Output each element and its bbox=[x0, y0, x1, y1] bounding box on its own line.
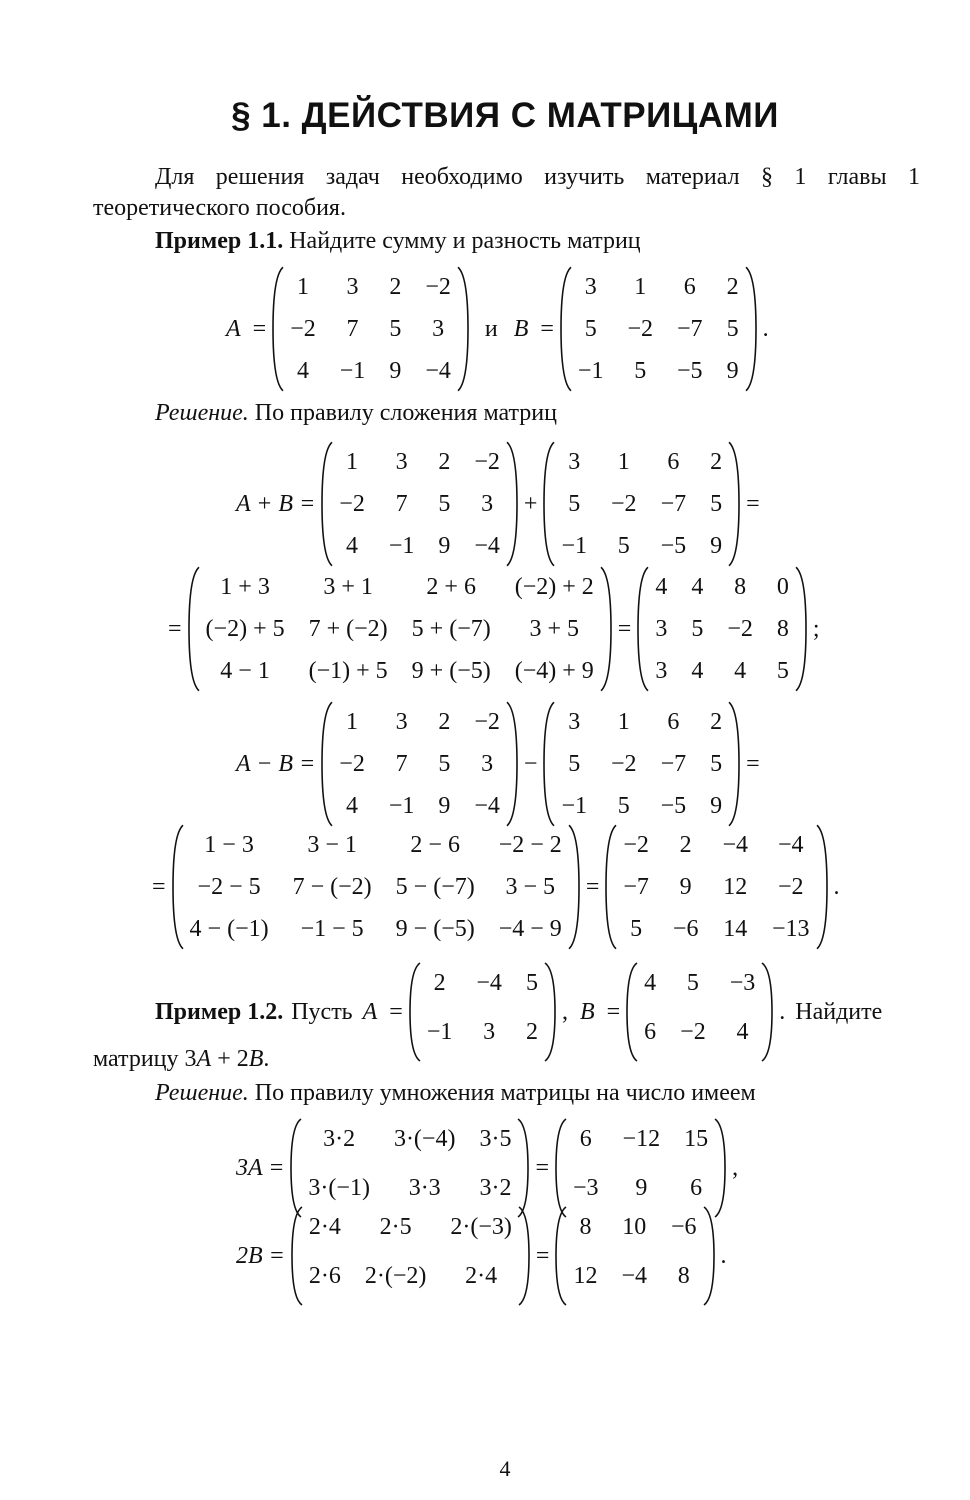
matrix-cell: 2 − 6 bbox=[410, 832, 460, 858]
matrix-cell: 0 bbox=[776, 574, 789, 600]
matrix-cell: 2·5 bbox=[379, 1214, 412, 1240]
equals-sign: = bbox=[168, 615, 182, 642]
intro-line-2: теоретического пособия. bbox=[93, 195, 346, 221]
matrix-cell: −1 − 5 bbox=[300, 916, 364, 942]
matrix-cell: 5 bbox=[438, 491, 451, 517]
period: . bbox=[833, 873, 840, 900]
matrix-cell: −3 bbox=[573, 1175, 599, 1201]
matrix-cell: −4 bbox=[722, 832, 748, 858]
matrix-cell: 2·4 bbox=[308, 1214, 341, 1240]
matrix-cell: 7 bbox=[395, 491, 408, 517]
matrix-cell: 3·(−4) bbox=[393, 1126, 456, 1152]
matrix-cell: 3 bbox=[655, 658, 668, 684]
right-parenthesis bbox=[505, 441, 518, 567]
matrix-cell: 2 bbox=[726, 274, 739, 300]
matrix-cell: 3 bbox=[346, 274, 359, 300]
matrix-cell: 6 bbox=[579, 1126, 592, 1152]
matrix-cell: 4 − 1 bbox=[220, 658, 270, 684]
matrix-cell: 2·(−2) bbox=[364, 1263, 427, 1289]
label-A: A bbox=[226, 315, 241, 342]
matrix-cell: 9 bbox=[710, 793, 723, 819]
matrix-cell: 5 bbox=[617, 533, 630, 559]
matrix-A bbox=[321, 441, 518, 567]
matrix-cell: 2 bbox=[710, 709, 723, 735]
task-symbol-A: A bbox=[196, 1046, 212, 1072]
right-parenthesis bbox=[516, 1118, 529, 1218]
matrix-cell: 5 bbox=[389, 316, 402, 342]
example-text: Найдите сумму и разность матриц bbox=[283, 228, 641, 254]
matrix-cell: 3 bbox=[481, 491, 494, 517]
matrix-cell: 3·5 bbox=[479, 1126, 512, 1152]
matrix-cell: (−2) + 2 bbox=[514, 574, 594, 600]
matrix-cell: 4 bbox=[655, 574, 668, 600]
matrix-cell: 9 bbox=[635, 1175, 648, 1201]
matrix-cell: 15 bbox=[684, 1126, 709, 1152]
matrix-cell: (−1) + 5 bbox=[308, 658, 388, 684]
equals-sign: = bbox=[746, 750, 760, 777]
matrix-cell: −3 bbox=[729, 970, 756, 996]
matrix-cell: 3 bbox=[395, 709, 408, 735]
matrix-cell: 3·2 bbox=[479, 1175, 512, 1201]
matrix-cell: 2 bbox=[525, 1019, 538, 1045]
equals-sign: = bbox=[535, 1154, 549, 1181]
example-label: Пример 1.2. bbox=[155, 998, 284, 1025]
matrix-cell: 9 bbox=[438, 793, 451, 819]
matrix-cell: −2 bbox=[474, 449, 500, 475]
matrix-cell: 10 bbox=[622, 1214, 647, 1240]
matrix-difference-expression bbox=[172, 824, 580, 950]
matrix-cell: −4 bbox=[474, 793, 500, 819]
equals-sign: = bbox=[540, 315, 554, 342]
equals-sign: = bbox=[389, 998, 403, 1025]
matrix-cell: 12 bbox=[573, 1263, 598, 1289]
matrix-cell: 5 bbox=[710, 491, 723, 517]
equals-sign: = bbox=[585, 873, 600, 900]
matrix-cell: 2 bbox=[679, 832, 692, 858]
matrix-cell: −4 bbox=[621, 1263, 647, 1289]
comma: , bbox=[561, 998, 568, 1025]
matrix-cell: −4 bbox=[476, 970, 502, 996]
right-parenthesis bbox=[456, 266, 469, 392]
label-A: A bbox=[362, 998, 378, 1025]
label-B: B bbox=[513, 315, 529, 342]
matrix-cell: 5 bbox=[634, 358, 647, 384]
equals-sign: = bbox=[252, 315, 267, 342]
matrix-cell: 5 bbox=[776, 658, 789, 684]
page-number: 4 bbox=[499, 1456, 511, 1481]
semicolon: ; bbox=[812, 615, 820, 642]
matrix-cell: −2 bbox=[623, 832, 649, 858]
matrix-cell: −6 bbox=[670, 1214, 697, 1240]
matrix-cell: −1 bbox=[388, 793, 415, 819]
right-parenthesis bbox=[815, 824, 828, 950]
matrix-cell: −2 − 2 bbox=[498, 832, 562, 858]
matrix-cell: 9 bbox=[726, 358, 739, 384]
matrix-cell: 9 + (−5) bbox=[411, 658, 491, 684]
matrix-cell: −7 bbox=[677, 316, 703, 342]
matrix-cell: 6 bbox=[690, 1175, 703, 1201]
matrix-cell: 1 bbox=[346, 449, 359, 475]
matrix-A bbox=[272, 266, 469, 392]
matrix-cell: 5 bbox=[617, 793, 630, 819]
left-parenthesis bbox=[172, 824, 185, 950]
matrix-cell: −4 bbox=[425, 358, 451, 384]
matrix-cell: 2·(−3) bbox=[450, 1214, 512, 1240]
matrix-cell: −13 bbox=[772, 916, 810, 942]
matrix-cell: 5 bbox=[691, 616, 704, 642]
matrix-sum-result bbox=[637, 566, 807, 692]
matrix-cell: (−4) + 9 bbox=[514, 658, 594, 684]
matrix-cell: 1 bbox=[634, 274, 647, 300]
matrix-three-A-result bbox=[555, 1118, 726, 1218]
matrix-cell: −2 − 5 bbox=[197, 874, 261, 900]
right-parenthesis bbox=[794, 566, 807, 692]
period: . bbox=[720, 1242, 727, 1269]
left-parenthesis bbox=[543, 701, 556, 827]
matrix-cell: 12 bbox=[723, 874, 748, 900]
equals-sign: = bbox=[606, 998, 621, 1025]
solution-label: Решение. bbox=[155, 1080, 249, 1106]
matrix-cell: 8 bbox=[677, 1263, 690, 1289]
matrix-cell: −4 bbox=[778, 832, 804, 858]
solution-1-intro bbox=[155, 398, 915, 428]
matrix-cell: 1 − 3 bbox=[204, 832, 254, 858]
left-parenthesis bbox=[272, 266, 285, 392]
matrix-cell: 5 bbox=[525, 970, 538, 996]
matrix-cell: 1 bbox=[296, 274, 309, 300]
matrix-cell: 7 bbox=[395, 751, 408, 777]
period: . bbox=[762, 315, 769, 342]
matrix-cell: 14 bbox=[723, 916, 748, 942]
matrix-cell: −4 − 9 bbox=[498, 916, 562, 942]
matrix-cell: 8 bbox=[579, 1214, 592, 1240]
task-symbol-B: B bbox=[248, 1046, 264, 1072]
matrix-cell: 3 bbox=[481, 751, 494, 777]
matrix-cell: 4 bbox=[346, 793, 359, 819]
matrix-cell: 2 bbox=[438, 709, 451, 735]
matrix-cell: 4 bbox=[691, 574, 704, 600]
matrix-cell: 2 bbox=[710, 449, 723, 475]
matrix-cell: 7 + (−2) bbox=[308, 616, 388, 642]
matrix-cell: 3·3 bbox=[408, 1175, 441, 1201]
plus-sign: + bbox=[523, 490, 538, 517]
matrix-cell: 5 bbox=[584, 316, 597, 342]
sum-label: A + B = bbox=[236, 490, 316, 517]
task-text: . bbox=[263, 1046, 270, 1072]
left-parenthesis bbox=[290, 1118, 303, 1218]
example-label: Пример 1.1. bbox=[155, 228, 284, 254]
left-parenthesis bbox=[560, 266, 573, 392]
matrix-cell: 3 bbox=[483, 1019, 496, 1045]
matrix-cell: 4 bbox=[734, 658, 747, 684]
matrix-cell: 7 − (−2) bbox=[292, 874, 372, 900]
matrix-cell: 1 + 3 bbox=[220, 574, 270, 600]
left-parenthesis bbox=[605, 824, 618, 950]
matrix-cell: −7 bbox=[660, 751, 687, 777]
solution-label: Решение. bbox=[155, 400, 249, 426]
matrix-cell: 3 + 1 bbox=[323, 574, 373, 600]
matrix-cell: 5 bbox=[438, 751, 451, 777]
matrix-A bbox=[321, 701, 518, 827]
matrix-cell: 5 bbox=[568, 751, 581, 777]
matrix-cell: 1 bbox=[346, 709, 359, 735]
matrix-B bbox=[543, 701, 740, 827]
matrix-cell: 3 + 5 bbox=[529, 616, 580, 642]
matrix-B bbox=[560, 266, 757, 392]
matrix-cell: −1 bbox=[426, 1019, 453, 1045]
matrix-cell: 3 bbox=[568, 449, 581, 475]
example-1-2-task bbox=[93, 1044, 893, 1074]
solution-2-intro bbox=[155, 1078, 915, 1108]
matrix-cell: 4 bbox=[736, 1019, 749, 1045]
matrix-cell: 2 bbox=[433, 970, 446, 996]
matrix-cell: 3·2 bbox=[323, 1126, 356, 1152]
solution-text: По правилу сложения матриц bbox=[248, 400, 557, 426]
left-parenthesis bbox=[188, 566, 201, 692]
matrix-cell: −5 bbox=[660, 533, 687, 559]
matrix-cell: 5 + (−7) bbox=[411, 616, 491, 642]
matrix-cell: 9 bbox=[679, 874, 692, 900]
matrix-cell: 4 bbox=[346, 533, 359, 559]
equals-sign: = bbox=[617, 615, 632, 642]
matrix-cell: −1 bbox=[561, 793, 588, 819]
matrix-cell: 4 bbox=[644, 970, 657, 996]
left-parenthesis bbox=[555, 1206, 568, 1306]
matrix-cell: 2 bbox=[389, 274, 402, 300]
example-1-1-statement bbox=[155, 226, 915, 256]
difference-result-row bbox=[146, 824, 846, 950]
matrix-cell: −2 bbox=[611, 751, 637, 777]
matrix-cell: 4 bbox=[296, 358, 309, 384]
matrix-cell: 6 bbox=[683, 274, 696, 300]
matrix-cell: 8 bbox=[776, 616, 789, 642]
difference-label: A − B = bbox=[236, 750, 316, 777]
right-parenthesis bbox=[713, 1118, 726, 1218]
matrix-difference-result bbox=[605, 824, 827, 950]
matrix-cell: 3 − 5 bbox=[505, 874, 556, 900]
matrix-cell: 5 bbox=[630, 916, 643, 942]
equals-sign: = bbox=[746, 490, 760, 517]
left-parenthesis bbox=[321, 701, 334, 827]
equals-sign: = bbox=[535, 1242, 550, 1269]
matrix-cell: 5 bbox=[686, 970, 699, 996]
matrix-three-A-expression bbox=[290, 1118, 529, 1218]
matrix-cell: 2 bbox=[438, 449, 451, 475]
comma: , bbox=[732, 1154, 739, 1181]
matrix-cell: 9 bbox=[438, 533, 451, 559]
period: . bbox=[779, 998, 786, 1025]
matrix-cell: 4 − (−1) bbox=[189, 916, 269, 942]
matrix-cell: 2·6 bbox=[308, 1263, 341, 1289]
matrix-cell: −12 bbox=[622, 1126, 661, 1152]
matrix-cell: −7 bbox=[623, 874, 649, 900]
matrix-cell: (−2) + 5 bbox=[205, 616, 285, 642]
two-B-label: 2B = bbox=[236, 1242, 285, 1269]
matrix-cell: 6 bbox=[667, 709, 680, 735]
solution-text: По правилу умножения матрицы на число имеем bbox=[248, 1080, 756, 1106]
sum-equation-row bbox=[236, 441, 766, 567]
matrix-cell: 4 bbox=[691, 658, 704, 684]
right-parenthesis bbox=[744, 266, 757, 392]
matrix-cell: 6 bbox=[667, 449, 680, 475]
matrix-cell: 5 bbox=[726, 316, 739, 342]
matrix-cell: −2 bbox=[339, 751, 365, 777]
intro-line-1: Для решения задач необходимо изучить материал § 1 главы 1 bbox=[155, 164, 920, 190]
matrix-sum-expression bbox=[188, 566, 612, 692]
example-text-find: Найдите bbox=[795, 998, 883, 1025]
matrix-cell: −5 bbox=[677, 358, 703, 384]
left-parenthesis bbox=[637, 566, 650, 692]
matrix-cell: 6 bbox=[644, 1019, 657, 1045]
matrix-cell: 3 bbox=[584, 274, 597, 300]
left-parenthesis bbox=[321, 441, 334, 567]
matrix-two-B-result bbox=[555, 1206, 714, 1306]
right-parenthesis bbox=[702, 1206, 715, 1306]
equals-sign: = bbox=[152, 873, 166, 900]
matrix-cell: −2 bbox=[425, 274, 451, 300]
matrix-cell: −2 bbox=[474, 709, 500, 735]
matrix-cell: 9 bbox=[710, 533, 723, 559]
difference-equation-row bbox=[236, 701, 766, 827]
matrix-cell: 1 bbox=[617, 449, 630, 475]
matrix-cell: 7 bbox=[346, 316, 359, 342]
conjunction-and: и bbox=[484, 315, 498, 342]
matrix-cell: −1 bbox=[388, 533, 415, 559]
matrix-cell: 5 bbox=[568, 491, 581, 517]
right-parenthesis bbox=[727, 441, 740, 567]
three-A-row bbox=[236, 1118, 744, 1218]
matrix-cell: 3·(−1) bbox=[308, 1175, 370, 1201]
matrix-cell: −6 bbox=[672, 916, 699, 942]
task-text: + 2 bbox=[211, 1046, 249, 1072]
left-parenthesis bbox=[555, 1118, 568, 1218]
right-parenthesis bbox=[567, 824, 580, 950]
matrix-cell: 3 bbox=[395, 449, 408, 475]
task-text: матрицу 3 bbox=[93, 1046, 197, 1072]
matrix-two-B-expression bbox=[291, 1206, 530, 1306]
matrix-cell: −1 bbox=[577, 358, 604, 384]
left-parenthesis bbox=[543, 441, 556, 567]
matrix-B bbox=[543, 441, 740, 567]
section-title: § 1. ДЕЙСТВИЯ С МАТРИЦАМИ bbox=[231, 96, 779, 135]
matrix-cell: 2·4 bbox=[465, 1263, 498, 1289]
matrix-cell: 5 bbox=[710, 751, 723, 777]
two-B-row bbox=[236, 1206, 733, 1306]
right-parenthesis bbox=[505, 701, 518, 827]
right-parenthesis bbox=[599, 566, 612, 692]
example-text: Пусть bbox=[291, 998, 353, 1025]
matrix-cell: 3 bbox=[432, 316, 445, 342]
given-matrices-row bbox=[226, 266, 775, 392]
right-parenthesis bbox=[517, 1206, 530, 1306]
matrix-cell: −1 bbox=[561, 533, 588, 559]
label-B: B bbox=[579, 998, 595, 1025]
matrix-cell: −2 bbox=[727, 616, 753, 642]
matrix-cell: 9 bbox=[389, 358, 402, 384]
matrix-cell: 1 bbox=[617, 709, 630, 735]
matrix-cell: −2 bbox=[627, 316, 654, 342]
matrix-cell: −2 bbox=[339, 491, 365, 517]
matrix-cell: −7 bbox=[660, 491, 687, 517]
matrix-cell: −2 bbox=[778, 874, 804, 900]
sum-result-row bbox=[162, 566, 826, 692]
matrix-cell: −5 bbox=[660, 793, 687, 819]
matrix-cell: 8 bbox=[734, 574, 747, 600]
left-parenthesis bbox=[291, 1206, 304, 1306]
matrix-cell: 3 bbox=[655, 616, 668, 642]
matrix-cell: −2 bbox=[290, 316, 316, 342]
matrix-cell: −4 bbox=[474, 533, 500, 559]
matrix-cell: 9 − (−5) bbox=[395, 916, 475, 942]
three-A-label: 3A = bbox=[236, 1154, 285, 1181]
matrix-cell: −1 bbox=[339, 358, 366, 384]
matrix-cell: −2 bbox=[680, 1019, 706, 1045]
matrix-cell: 3 bbox=[568, 709, 581, 735]
matrix-cell: −2 bbox=[611, 491, 637, 517]
matrix-cell: 5 − (−7) bbox=[395, 874, 475, 900]
right-parenthesis bbox=[727, 701, 740, 827]
minus-sign: − bbox=[523, 750, 538, 777]
matrix-cell: 3 − 1 bbox=[307, 832, 357, 858]
matrix-cell: 2 + 6 bbox=[426, 574, 476, 600]
